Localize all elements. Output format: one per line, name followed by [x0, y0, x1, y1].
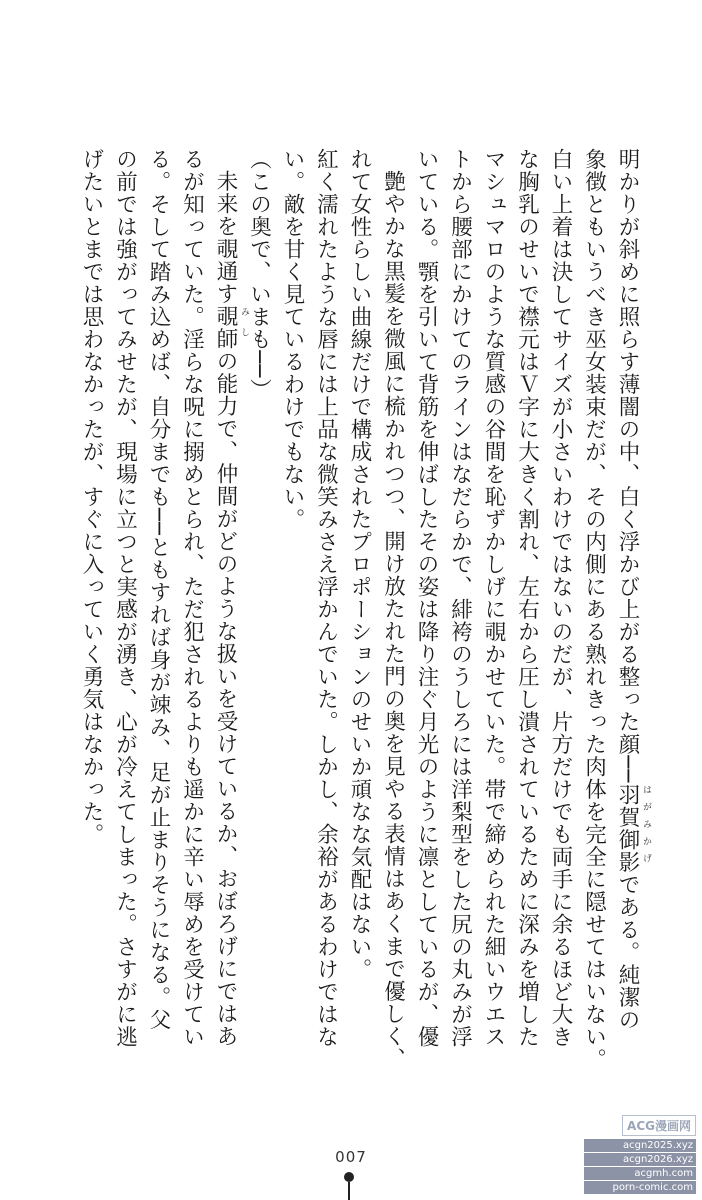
- text-line: る。そして踏み込めば、自分までも──ともすれば身が竦み、足が止まりそうになる。父: [146, 148, 171, 1031]
- text-line: 白い上着は決してサイズが小さいわけではないのだが、片方だけでも両手に余るほど大き: [548, 148, 573, 1048]
- ruby-seer-reading: みし: [239, 306, 249, 348]
- watermark-logo: ACG漫画网: [622, 1115, 696, 1136]
- text-line: い。敵を甘く見ているわけでもない。: [280, 148, 305, 531]
- page-number: 007: [335, 1148, 367, 1166]
- text-line: の前では強がってみせたが、現場に立つと実感が湧き、心が冷えてしまった。さすがに逃: [112, 148, 138, 1048]
- ruby-name-reading: はがみかげ: [641, 785, 651, 872]
- text-line: 明かりが斜めに照らす薄闇の中、白く浮かび上がる整った顔──羽賀御影である。純潔の: [615, 148, 640, 1031]
- text-line: トから腰部にかけてのラインはなだらかで、緋袴のうしろには洋梨型をした尻の丸みが浮: [447, 148, 473, 1048]
- text-line: いている。顎を引いて背筋を伸ばしたその姿は降り注ぐ月光のように凛としているが、優: [414, 148, 439, 1048]
- watermark: [584, 1115, 696, 1194]
- watermark-line: acgmh.com: [584, 1167, 696, 1180]
- text-line: 象徴ともいうべき巫女装束だが、その内側にある熟れきった肉体を完全に隠せてはいない。: [581, 148, 607, 1071]
- text-line: げたいとまでは思わなかったが、すぐに入っていく勇気はなかった。: [79, 148, 104, 846]
- page-marker-dot: [344, 1172, 354, 1182]
- text-line: 艶やかな黒髪を微風に梳かれつつ、開け放たれた門の奥を見やる表情はあくまで優しく、: [380, 169, 406, 1070]
- text-line: るが知っていた。淫らな呪に搦めとられ、ただ犯されるよりも遥かに辛い辱めを受けてい: [179, 148, 205, 1048]
- watermark-line: acgn2026.xyz: [584, 1153, 696, 1166]
- text-line: 未来を覗通す覗師の能力で、仲間がどのような扱いを受けているか、おぼろげにではあ: [213, 169, 238, 1047]
- watermark-line: porn-comic.com: [584, 1181, 696, 1194]
- text-line: な胸乳のせいで襟元はＶ字に大きく割れ、左右から圧し潰されているために深みを増した: [514, 148, 540, 1048]
- watermark-line: acgn2025.xyz: [584, 1139, 696, 1152]
- vertical-text-block: [75, 148, 645, 1071]
- text-line: れて女性らしい曲線だけで構成されたプロポーションのせいか頑なな気配はない。: [347, 148, 372, 981]
- page-marker-stem: [348, 1182, 350, 1200]
- text-line: 紅く濡れたような唇には上品な微笑みさえ浮かんでいた。しかし、余裕があるわけではな: [313, 148, 339, 1048]
- text-line: （この奥で、いまも──）: [246, 148, 272, 401]
- text-line: マシュマロのような質感の谷間を恥ずかしげに覗かせていた。帯で締められた細いウエス: [481, 148, 506, 1048]
